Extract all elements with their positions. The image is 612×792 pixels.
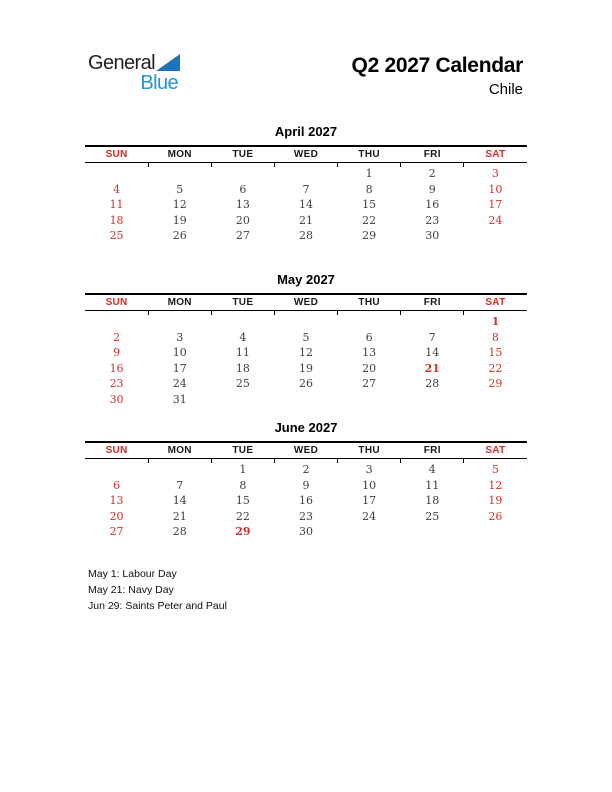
week-row	[85, 314, 527, 330]
holiday-note: May 1: Labour Day	[88, 568, 177, 580]
calendar-day: 5	[302, 330, 310, 344]
weekday-header-tue: TUE	[211, 147, 274, 162]
weekday-header-fri: FRI	[401, 147, 464, 162]
weekday-header-wed: WED	[274, 295, 337, 310]
calendar-day-empty	[274, 166, 337, 182]
calendar-day: 4	[428, 463, 436, 476]
calendar-day: 28	[172, 525, 187, 538]
week-row	[85, 166, 527, 182]
calendar-day-empty	[274, 392, 337, 408]
calendar-day: 4	[239, 330, 247, 344]
calendar-day: 29	[488, 377, 503, 390]
calendar-day: 15	[235, 494, 250, 507]
logo-text-general: General	[88, 52, 155, 74]
calendar-day: 16	[425, 198, 440, 211]
calendar-day: 23	[109, 377, 124, 390]
calendar-day-empty	[211, 314, 274, 330]
calendar-day: 25	[109, 229, 124, 242]
calendar-day: 15	[488, 346, 503, 359]
calendar-day-empty	[211, 392, 274, 408]
calendar-day: 20	[362, 361, 377, 375]
calendar-day: 26	[488, 509, 503, 523]
calendar-day: 12	[488, 478, 503, 492]
holiday-note: Jun 29: Saints Peter and Paul	[88, 600, 227, 612]
calendar-day: 10	[362, 478, 377, 492]
week-row	[85, 493, 527, 509]
calendar-day: 13	[109, 494, 124, 507]
weekday-header-mon: MON	[148, 147, 211, 162]
title-block	[352, 54, 523, 98]
calendar-day-empty	[274, 314, 337, 330]
calendar-day: 24	[362, 509, 377, 523]
calendar-day-empty	[148, 166, 211, 182]
weekday-header-sun: SUN	[85, 443, 148, 458]
calendar-day: 7	[176, 478, 184, 492]
week-row	[85, 213, 527, 229]
weeks-grid	[85, 311, 527, 407]
calendar-day: 30	[109, 392, 124, 406]
calendar-day: 3	[491, 167, 499, 180]
weeks-grid	[85, 163, 527, 244]
calendar-day-empty	[464, 392, 527, 408]
calendar-day: 28	[425, 377, 440, 390]
calendar-day-empty	[211, 166, 274, 182]
calendar-day: 24	[488, 213, 503, 227]
week-row	[85, 478, 527, 494]
calendar-day: 19	[298, 361, 313, 375]
calendar-day: 5	[491, 463, 499, 476]
week-row	[85, 330, 527, 346]
calendar-day: 27	[109, 525, 124, 538]
calendar-day: 1	[491, 315, 500, 328]
calendar-day: 6	[113, 478, 121, 492]
calendar-day: 1	[239, 463, 247, 476]
calendar-day: 2	[302, 463, 310, 476]
holiday-note: May 21: Navy Day	[88, 584, 174, 596]
calendar-day: 11	[109, 198, 124, 211]
week-row	[85, 462, 527, 478]
calendar-day: 27	[362, 377, 377, 390]
calendar-day-empty	[338, 314, 401, 330]
calendar-day: 18	[235, 361, 250, 375]
calendar-day: 22	[362, 213, 377, 227]
calendar-day: 25	[235, 377, 250, 390]
weeks-grid	[85, 459, 527, 540]
calendar-day: 9	[428, 182, 436, 196]
general-blue-logo	[88, 53, 180, 93]
week-row	[85, 197, 527, 213]
calendar-day: 17	[362, 494, 377, 507]
calendar-day: 18	[425, 494, 440, 507]
calendar-day: 9	[302, 478, 310, 492]
calendar-day-empty	[148, 314, 211, 330]
calendar-day: 12	[172, 198, 187, 211]
weekday-header-sun: SUN	[85, 147, 148, 162]
weekday-header-fri: FRI	[401, 295, 464, 310]
calendar-day: 24	[172, 377, 187, 390]
month-april	[85, 124, 527, 244]
calendar-day-empty	[401, 524, 464, 540]
page-title: Q2 2027 Calendar	[351, 54, 523, 77]
calendar-day: 11	[425, 478, 440, 492]
calendar-day-empty	[85, 166, 148, 182]
calendar-day: 10	[488, 182, 503, 196]
calendar-day-empty	[338, 392, 401, 408]
weekday-header-sat: SAT	[485, 149, 506, 160]
calendar-day: 4	[113, 182, 121, 196]
month-title: June 2027	[274, 420, 338, 435]
calendar-day: 20	[235, 213, 250, 227]
calendar-day: 14	[172, 494, 187, 507]
calendar-day: 19	[172, 213, 187, 227]
week-row	[85, 182, 527, 198]
month-june	[85, 420, 527, 540]
weekday-header-sun: SUN	[85, 295, 148, 310]
week-row	[85, 228, 527, 244]
calendar-day: 22	[235, 509, 250, 523]
calendar-day-empty	[85, 314, 148, 330]
calendar-day: 12	[298, 346, 313, 359]
calendar-day: 11	[235, 346, 250, 359]
calendar-day: 6	[365, 330, 373, 344]
calendar-day: 26	[172, 229, 187, 242]
calendar-day: 27	[235, 229, 250, 242]
calendar-day: 28	[298, 229, 313, 242]
week-row	[85, 524, 527, 540]
weekday-header-thu: THU	[338, 295, 401, 310]
calendar-day: 3	[365, 463, 373, 476]
calendar-day: 30	[425, 229, 440, 242]
calendar-day: 8	[365, 182, 373, 196]
weekday-header-row	[85, 145, 527, 163]
weekday-header-mon: MON	[148, 295, 211, 310]
calendar-day-empty	[338, 524, 401, 540]
calendar-day: 5	[176, 182, 184, 196]
weekday-header-fri: FRI	[401, 443, 464, 458]
calendar-day-empty	[464, 524, 527, 540]
calendar-day: 9	[113, 346, 121, 359]
calendar-day: 17	[488, 198, 503, 211]
weekday-header-wed: WED	[274, 147, 337, 162]
calendar-day: 31	[172, 392, 187, 406]
calendar-day: 21	[298, 213, 313, 227]
calendar-day: 23	[425, 213, 440, 227]
calendar-day: 3	[176, 330, 184, 344]
calendar-day: 18	[109, 213, 124, 227]
month-title: April 2027	[274, 124, 338, 139]
calendar-day: 29	[235, 525, 251, 538]
calendar-day: 25	[425, 509, 440, 523]
calendar-day: 2	[113, 330, 121, 344]
calendar-day: 29	[362, 229, 377, 242]
calendar-day-empty	[401, 392, 464, 408]
calendar-day: 26	[298, 377, 313, 390]
calendar-day: 1	[365, 167, 373, 180]
week-row	[85, 361, 527, 377]
logo-text-blue: Blue	[140, 72, 178, 94]
weekday-header-thu: THU	[338, 147, 401, 162]
calendar-day: 7	[428, 330, 436, 344]
calendar-day: 13	[235, 198, 250, 211]
calendar-day: 16	[298, 494, 313, 507]
calendar-day: 8	[239, 478, 247, 492]
calendar-day: 22	[488, 361, 503, 375]
calendar-day: 14	[425, 346, 440, 359]
calendar-day: 17	[172, 361, 187, 375]
weekday-header-tue: TUE	[211, 295, 274, 310]
calendar-day: 6	[239, 182, 247, 196]
calendar-day: 7	[302, 182, 310, 196]
calendar-day: 16	[109, 361, 124, 375]
calendar-day: 8	[491, 330, 499, 344]
weekday-header-mon: MON	[148, 443, 211, 458]
week-row	[85, 509, 527, 525]
weekday-header-sat: SAT	[485, 445, 506, 456]
calendar-day: 2	[428, 167, 436, 180]
calendar-day: 19	[488, 494, 503, 507]
calendar-day: 15	[362, 198, 377, 211]
calendar-day-empty	[401, 314, 464, 330]
calendar-day-empty	[148, 462, 211, 478]
page-subtitle: Chile	[488, 81, 523, 99]
calendar-day: 23	[298, 509, 313, 523]
weekday-header-sat: SAT	[485, 297, 506, 308]
weekday-header-row	[85, 441, 527, 459]
calendar-day: 30	[298, 525, 313, 538]
calendar-day: 13	[362, 346, 377, 359]
calendar-day: 10	[172, 346, 187, 359]
calendar-day-empty	[85, 462, 148, 478]
month-title: May 2027	[277, 272, 335, 287]
calendar-day: 14	[298, 198, 313, 211]
holiday-list	[88, 566, 227, 614]
week-row	[85, 392, 527, 408]
calendar-day-empty	[464, 228, 527, 244]
weekday-header-row	[85, 293, 527, 311]
week-row	[85, 376, 527, 392]
month-may	[85, 272, 527, 407]
weekday-header-thu: THU	[338, 443, 401, 458]
calendar-day: 20	[109, 509, 124, 523]
weekday-header-wed: WED	[274, 443, 337, 458]
weekday-header-tue: TUE	[211, 443, 274, 458]
week-row	[85, 345, 527, 361]
calendar-day: 21	[172, 509, 187, 523]
calendar-day: 21	[424, 361, 440, 375]
